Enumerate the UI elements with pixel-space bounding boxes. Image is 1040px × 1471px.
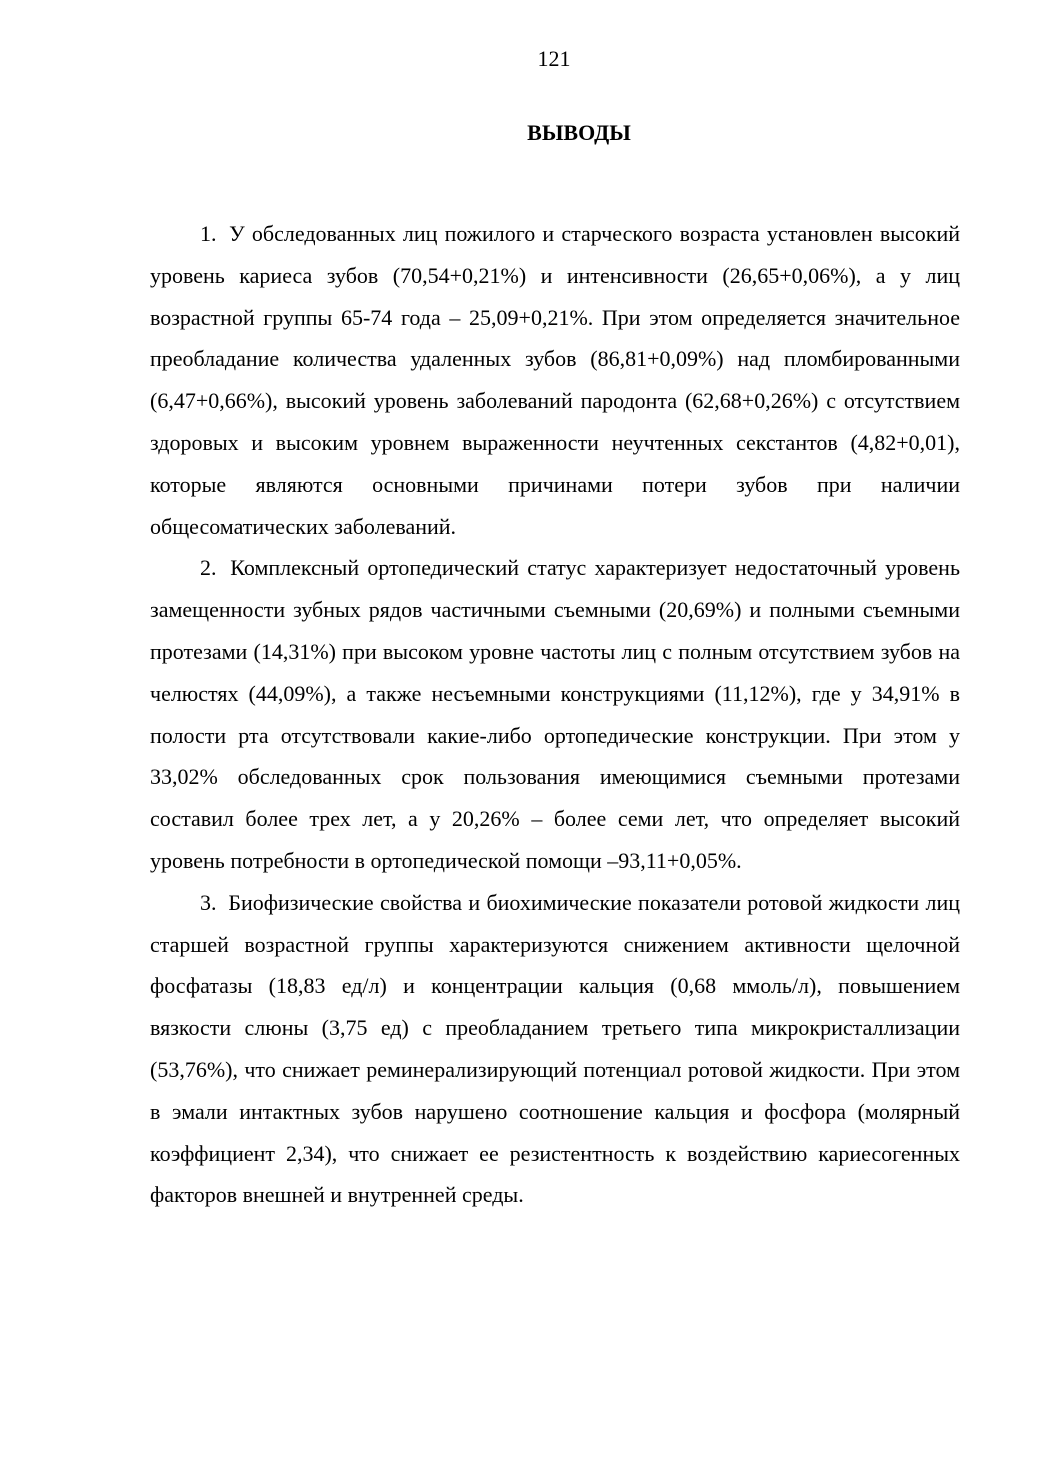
conclusion-item-1	[150, 213, 960, 547]
conclusion-text: У обследованных лиц пожилого и старческого возраста установлен высокий уровень кариеса зубов (70,54+0,21%) и интенсивности (26,65+0,06%), а у лиц возрастной группы 65-74 года – 25,09+0,21%. При этом определяется значительное преобладание количества удаленных зубов (86,81+0,09%) над пломбированными (6,47+0,66%), высокий уровень заболеваний пародонта (62,68+0,26%) с отсутствием здоровых и высоким уровнем выраженности неучтенных секстантов (4,82+0,01), которые являются основными причинами потери зубов при наличии общесоматических заболеваний.	[150, 221, 960, 539]
conclusion-text: Комплексный ортопедический статус характеризует недостаточный уровень замещенности зубных рядов частичными съемными (20,69%) и полными съемными протезами (14,31%) при высоком уровне частоты лиц с полным отсутствием зубов на челюстях (44,09%), а также несъемными конструкциями (11,12%), где у 34,91% в полости рта отсутствовали какие-либо ортопедические конструкции. При этом у 33,02% обследованных срок пользования имеющимися съемными протезами составил более трех лет, а у 20,26% – более семи лет, что определяет высокий уровень потребности в ортопедической помощи –93,11+0,05%.	[150, 555, 960, 873]
conclusion-number: 2.	[200, 555, 217, 581]
conclusion-text: Биофизические свойства и биохимические показатели ротовой жидкости лиц старшей возрастной группы характеризуются снижением активности щелочной фосфатазы (18,83 ед/л) и концентрации кальция (0,68 ммоль/л), повышением вязкости слюны (3,75 ед) с преобладанием третьего типа микрокристаллизации (53,76%), что снижает реминерализирующий потенциал ротовой жидкости. При этом в эмали интактных зубов нарушено соотношение кальция и фосфора (молярный коэффициент 2,34), что снижает ее резистентность к воздействию кариесогенных факторов внешней и внутренней среды.	[150, 889, 961, 1208]
conclusions-list	[150, 213, 960, 1216]
section-heading: ВЫВОДЫ	[527, 120, 631, 145]
conclusion-item-2	[150, 547, 960, 881]
conclusion-number: 3.	[200, 889, 217, 915]
page-number: 121	[537, 46, 571, 71]
conclusion-item-3	[150, 882, 960, 1216]
conclusion-number: 1.	[200, 221, 217, 246]
